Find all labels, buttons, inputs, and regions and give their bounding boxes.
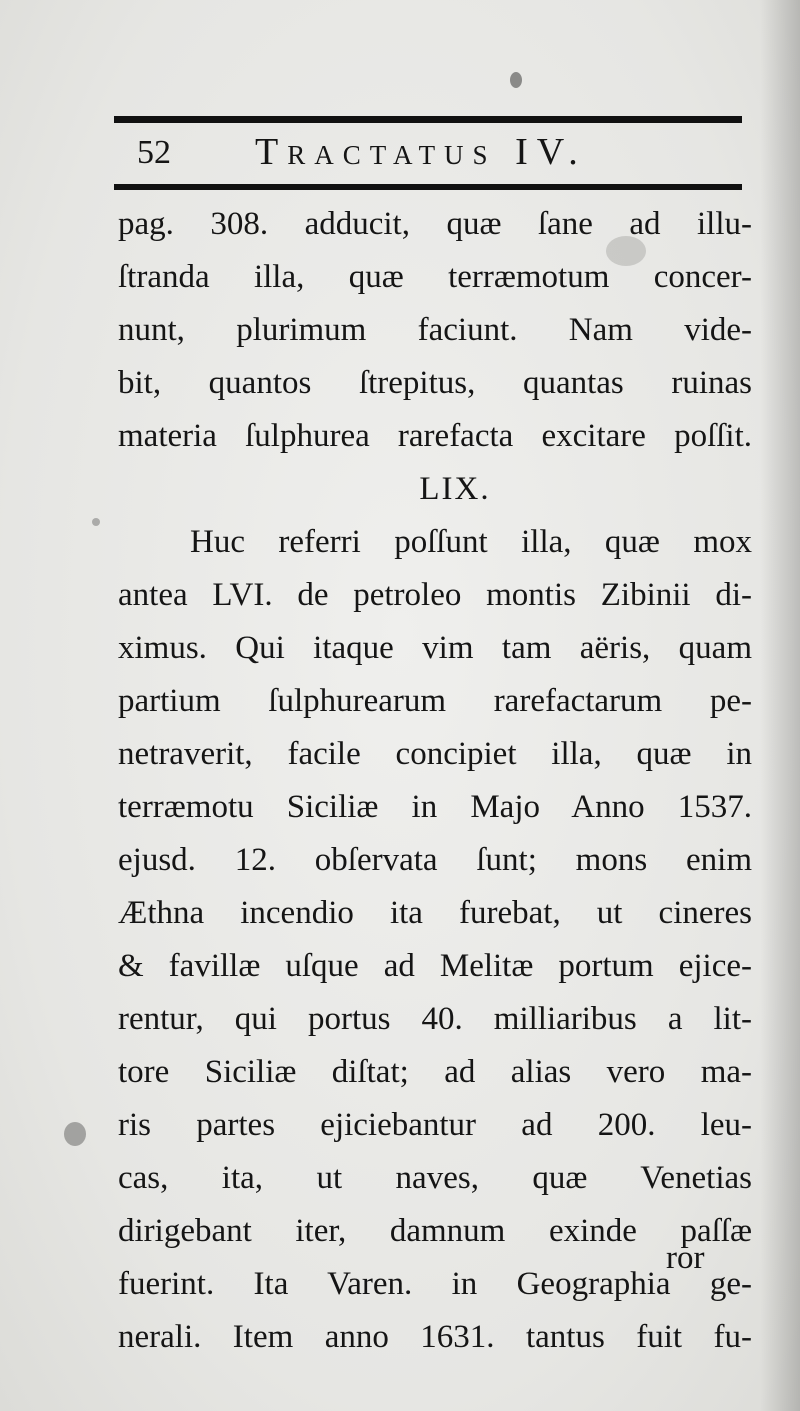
- text-line: ris partes ejiciebantur ad 200. leu-: [118, 1107, 752, 1143]
- text-line: ſtranda illa, quæ terræmotum concer-: [118, 259, 752, 295]
- running-title: Tractatus IV.: [255, 131, 587, 173]
- text-line: antea LVI. de petroleo montis Zibinii di-: [118, 577, 752, 613]
- text-line: partium ſulphurearum rarefactarum pe-: [118, 683, 752, 719]
- text-line: tore Siciliæ diſtat; ad alias vero ma-: [118, 1054, 752, 1090]
- text-line: Æthna incendio ita furebat, ut cineres: [118, 895, 752, 931]
- text-line: materia ſulphurea rarefacta excitare poſſit.: [118, 418, 752, 454]
- catchword: ror: [666, 1240, 705, 1276]
- ink-smudge: [92, 518, 100, 526]
- text-line: rentur, qui portus 40. milliaribus a lit-: [118, 1001, 752, 1037]
- body-text: [118, 198, 752, 1364]
- text-line: netraverit, facile concipiet illa, quæ in: [118, 736, 752, 772]
- header-rule-top: [114, 116, 742, 123]
- text-line: ejusd. 12. obſervata ſunt; mons enim: [118, 842, 752, 878]
- text-line: dirigebant iter, damnum exinde paſſæ: [118, 1213, 752, 1249]
- header-rule-bottom: [114, 184, 742, 190]
- text-line: bit, quantos ſtrepitus, quantas ruinas: [118, 365, 752, 401]
- text-line: cas, ita, ut naves, quæ Venetias: [118, 1160, 752, 1196]
- text-line: terræmotu Siciliæ in Majo Anno 1537.: [118, 789, 752, 825]
- text-line: fuerint. Ita Varen. in Geographia ge-: [118, 1266, 752, 1302]
- ink-smudge: [64, 1122, 86, 1146]
- text-line: & favillæ uſque ad Melitæ portum ejice-: [118, 948, 752, 984]
- text-line: pag. 308. adducit, quæ ſane ad illu-: [118, 206, 752, 242]
- text-line: ximus. Qui itaque vim tam aëris, quam: [118, 630, 752, 666]
- page-number: 52: [137, 134, 171, 171]
- ink-smudge: [510, 72, 522, 88]
- text-line: nerali. Item anno 1631. tantus fuit fu-: [118, 1319, 752, 1355]
- section-heading: LIX.: [419, 471, 491, 507]
- text-line: nunt, plurimum faciunt. Nam vide-: [118, 312, 752, 348]
- text-line: Huc referri poſſunt illa, quæ mox: [190, 524, 752, 560]
